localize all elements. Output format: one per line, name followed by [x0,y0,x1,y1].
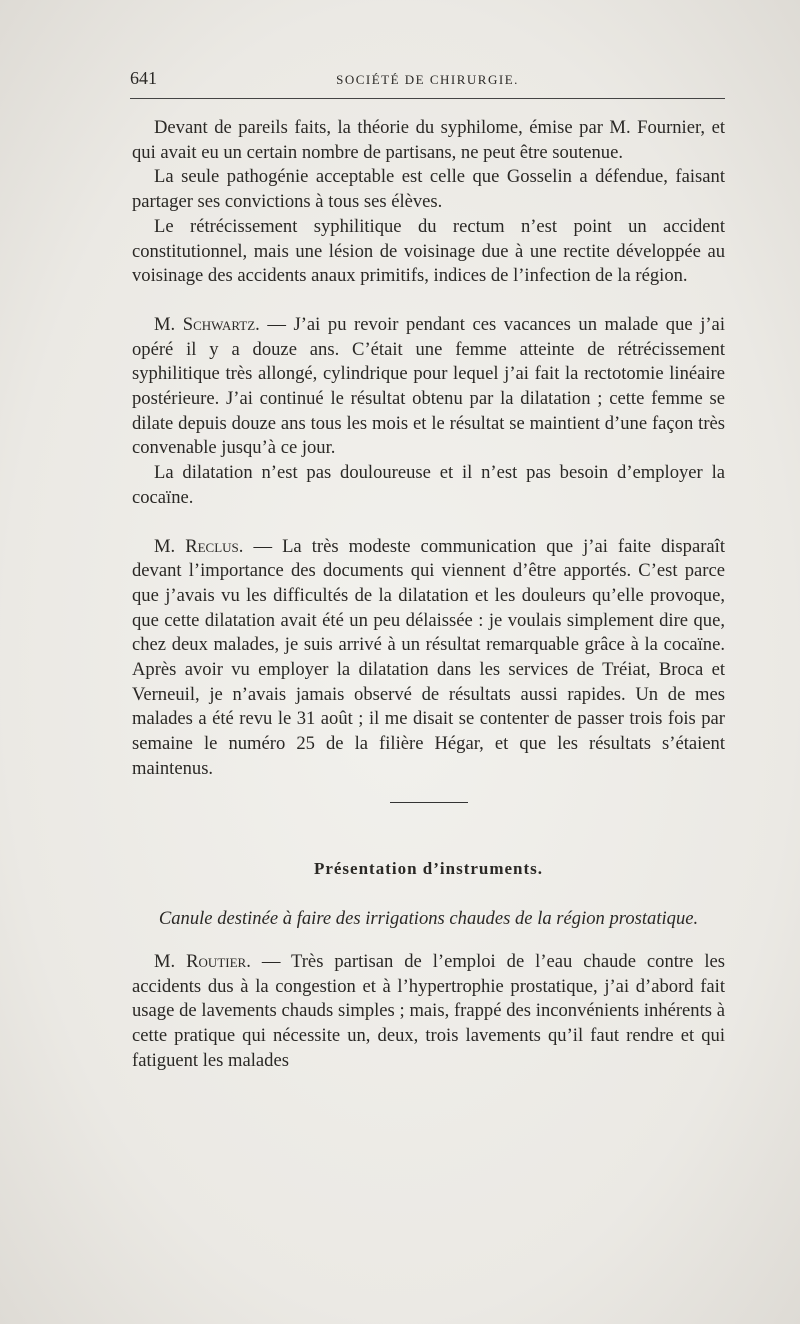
paragraph-2: La seule pathogénie acceptable est celle que Gosselin a défendue, faisant partager ses convictions à tous ses élèves. [132,166,725,213]
paragraph-text: — J’ai pu revoir pendant ces vacances un malade que j’ai opéré il y a douze ans. C’était une femme atteinte de rétrécissement syphilitique très allongé, cylindrique pour lequel j’ai fait la rectotomie linéaire postérieure. J’ai continué le résultat obtenu par la dilatation ; cette femme se dilate depuis douze ans tous les mois et le résultat se maintient d’une façon très convenable jusqu’à ce jour. [132,313,725,459]
section-subtitle: Canule destinée à faire des irrigations chaudes de la région prostatique. [158,908,699,930]
speaker-name: M. Schwartz. [154,313,260,335]
paragraph-1: Devant de pareils faits, la théorie du syphilome, émise par M. Fournier, et qui avait eu un certain nombre de partisans, ne peut être soutenue. [132,117,725,163]
paragraph-schwartz [132,313,725,461]
running-head: SOCIÉTÉ DE CHIRURGIE. [336,72,519,87]
section-title: Présentation d’instruments. [313,858,544,878]
paragraph-text: — La très modeste communication que j’ai faite disparaît devant l’importance des documents qui viennent d’être apportés. C’est parce que j’avais vu les difficultés de la dilatation et les douleurs qu’elle provoque, que cette dilatation avait été un peu délaissée : je voulais simplement dire que, chez deux malades, je suis arrivé à un résultat remarquable grâce à la cocaïne. Après avoir vu employer la dilatation dans les services de Tréiat, Broca et Verneuil, je n’avais jamais observé de résultats aussi rapides. Un de mes malades a été revu le 31 août ; il me disait se contenter de passer trois fois par semaine le numéro 25 de la filière Hégar, et que les résultats s’étaient maintenus. [132,535,725,779]
section-divider [390,802,468,803]
body-text [132,116,725,1074]
paragraph-text: — Très partisan de l’emploi de l’eau chaude contre les accidents dus à la congestion et à l’hypertrophie prostatique, j’ai d’abord fait usage de lavements chauds simples ; mais, frappé des inconvénients inhérents à cette pratique qui nécessite un, deux, trois lavements qu’il faut rendre et qui fatiguent les malades [132,950,725,1071]
paragraph-3: Le rétrécissement syphilitique du rectum n’est point un accident constitutionnel, mais une lésion de voisinage due à une rectite développée au voisinage des accidents anaux primitifs, indices de l’infection de la région. [132,215,725,287]
page-header [130,64,725,99]
paragraph-routier [132,950,725,1074]
speaker-name: M. Reclus. [154,535,244,557]
speaker-name: M. Routier. [154,950,251,972]
paragraph-reclus [132,535,725,782]
page-number: 641 [130,68,157,88]
paragraph-5: La dilatation n’est pas douloureuse et il n’est pas besoin d’employer la cocaïne. [132,462,725,508]
